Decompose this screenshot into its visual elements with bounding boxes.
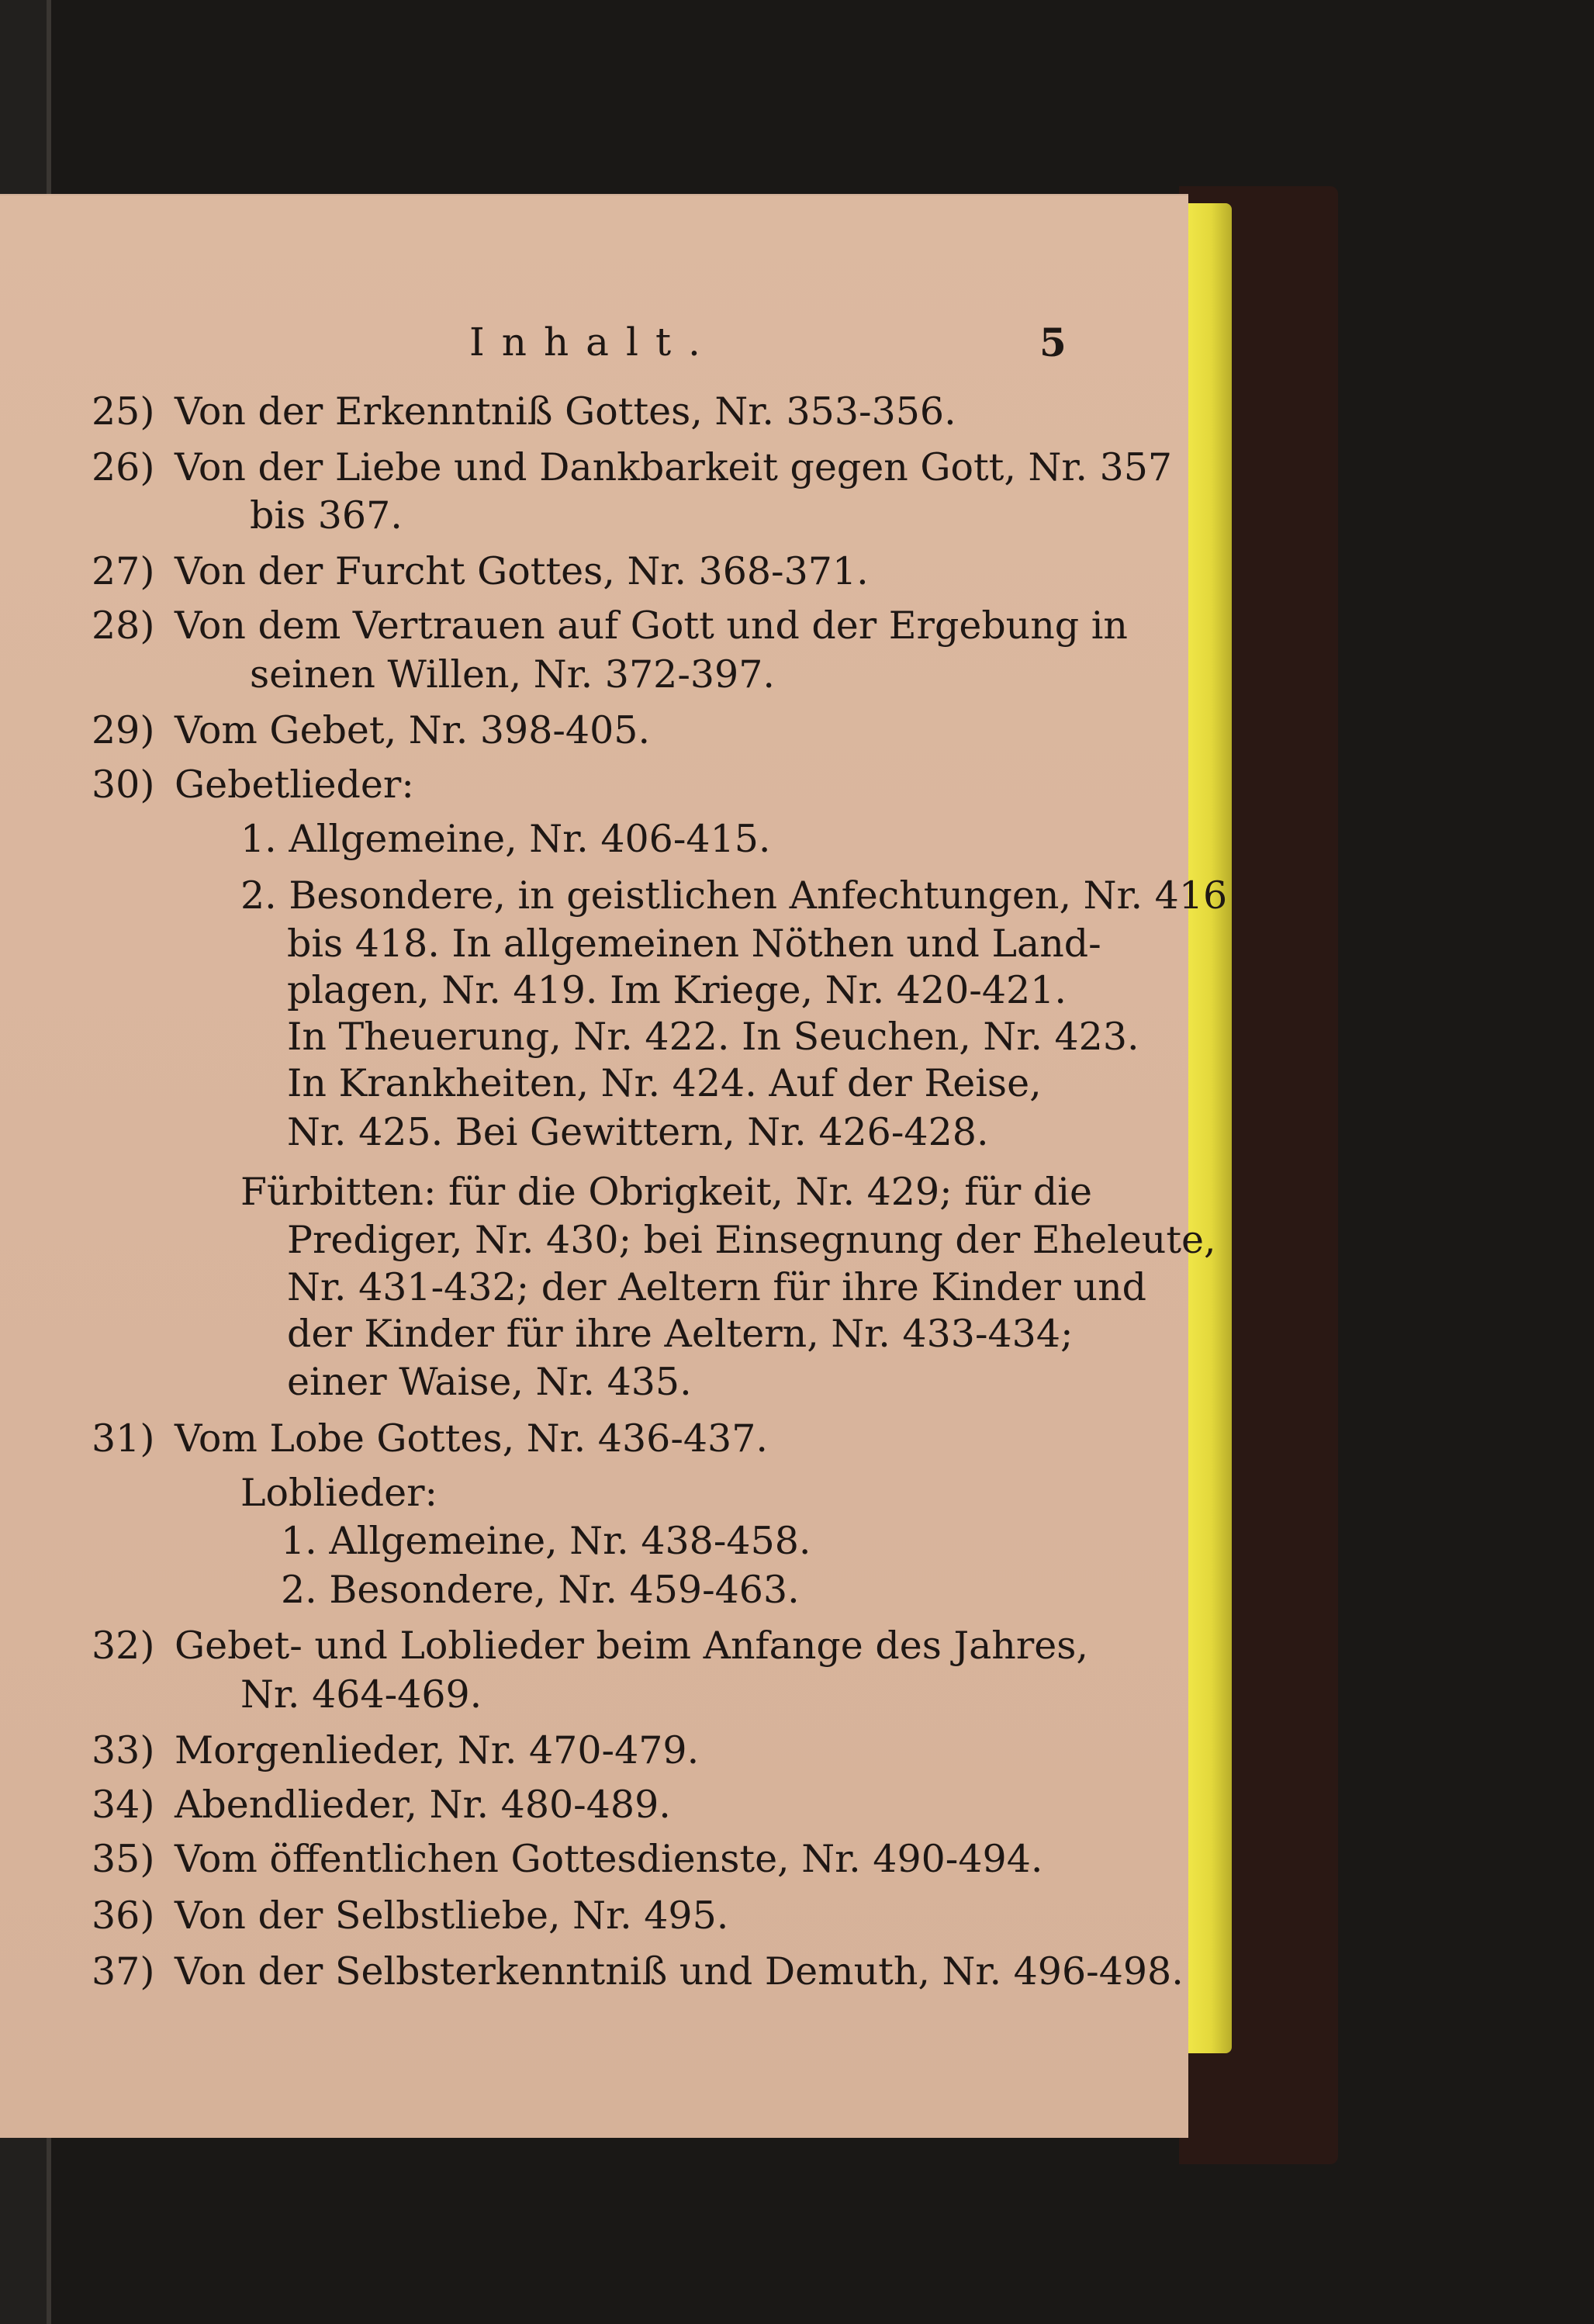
entry-text: Nr. 431-432; der Aeltern für ihre Kinder und xyxy=(287,1265,1147,1309)
entry-number: 32) xyxy=(92,1624,155,1668)
entry-text: Abendlieder, Nr. 480-489. xyxy=(175,1783,671,1827)
entry-text: Gebetlieder: xyxy=(175,763,414,807)
entry-text: In Krankheiten, Nr. 424. Auf der Reise, xyxy=(287,1061,1042,1105)
entry-number: 35) xyxy=(92,1837,155,1881)
entry-text: 2. Besondere, Nr. 459-463. xyxy=(281,1568,800,1612)
entry-number: 30) xyxy=(92,763,155,807)
entry-text: Prediger, Nr. 430; bei Einsegnung der Eheleute, xyxy=(287,1218,1216,1262)
entry-number: 28) xyxy=(92,603,155,648)
page-header xyxy=(0,320,1188,374)
entry-text: Nr. 464-469. xyxy=(240,1672,482,1717)
entry-text: Vom Lobe Gottes, Nr. 436-437. xyxy=(175,1416,768,1461)
entry-text: 1. Allgemeine, Nr. 438-458. xyxy=(281,1519,811,1563)
page-number: 5 xyxy=(1039,320,1067,365)
entry-number: 26) xyxy=(92,445,155,489)
entry-text: plagen, Nr. 419. Im Kriege, Nr. 420-421. xyxy=(287,968,1067,1012)
entry-text: Von der Erkenntniß Gottes, Nr. 353-356. xyxy=(175,389,956,434)
entry-text: Morgenlieder, Nr. 470-479. xyxy=(175,1728,700,1772)
entry-text: Von der Selbstliebe, Nr. 495. xyxy=(175,1893,729,1938)
entry-text: Von dem Vertrauen auf Gott und der Ergebung in xyxy=(175,603,1128,648)
entry-number: 25) xyxy=(92,389,155,434)
entry-number: 31) xyxy=(92,1416,155,1461)
running-title: Inhalt. xyxy=(469,320,717,365)
entry-text: Fürbitten: für die Obrigkeit, Nr. 429; für die xyxy=(240,1170,1092,1214)
entry-number: 34) xyxy=(92,1783,155,1827)
entry-text: Von der Furcht Gottes, Nr. 368-371. xyxy=(175,549,869,593)
entry-text: Vom öffentlichen Gottesdienste, Nr. 490-494. xyxy=(175,1837,1043,1881)
entry-text: Gebet- und Loblieder beim Anfange des Jahres, xyxy=(175,1624,1089,1668)
entry-text: Loblieder: xyxy=(240,1471,438,1515)
entry-text: Von der Liebe und Dankbarkeit gegen Gott, Nr. 357 xyxy=(175,445,1173,489)
entry-text: der Kinder für ihre Aeltern, Nr. 433-434; xyxy=(287,1312,1074,1356)
entry-number: 37) xyxy=(92,1949,155,1994)
entry-number: 36) xyxy=(92,1893,155,1938)
entry-number: 27) xyxy=(92,549,155,593)
entry-text: In Theuerung, Nr. 422. In Seuchen, Nr. 423. xyxy=(287,1015,1139,1059)
entry-text: 2. Besondere, in geistlichen Anfechtungen, Nr. 416 xyxy=(240,873,1228,918)
entry-text: bis 418. In allgemeinen Nöthen und Land- xyxy=(287,922,1101,966)
entry-text: einer Waise, Nr. 435. xyxy=(287,1360,692,1404)
book-page xyxy=(0,194,1228,2138)
entry-text: bis 367. xyxy=(250,493,403,538)
entry-text: Vom Gebet, Nr. 398-405. xyxy=(175,708,651,752)
entry-number: 29) xyxy=(92,708,155,752)
entry-number: 33) xyxy=(92,1728,155,1772)
entry-text: seinen Willen, Nr. 372-397. xyxy=(250,652,775,697)
entry-text: Nr. 425. Bei Gewittern, Nr. 426-428. xyxy=(287,1110,989,1154)
entry-text: Von der Selbsterkenntniß und Demuth, Nr. 496-498. xyxy=(175,1949,1184,1994)
entry-text: 1. Allgemeine, Nr. 406-415. xyxy=(240,817,771,861)
